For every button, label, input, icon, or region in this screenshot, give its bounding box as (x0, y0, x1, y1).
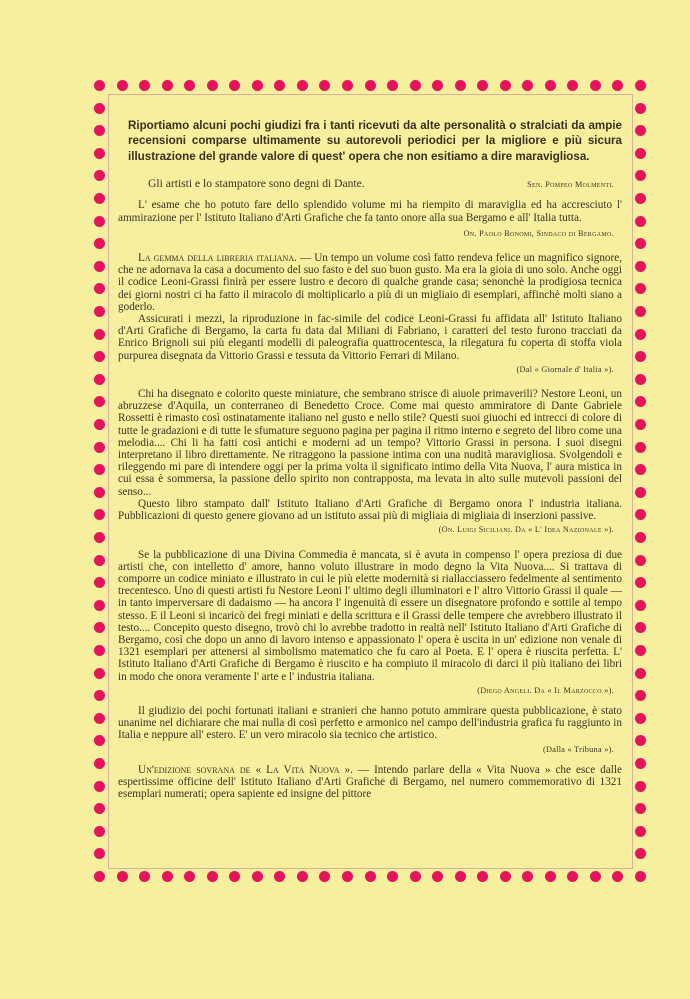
quote-4-text-2: Questo libro stampato dall' Istituto Italiano d'Arti Grafiche di Bergamo onora l' industria italiana. Pubblicazioni di questo genere giovano ad un istituto assai più di migliaia di migliaia di inserzioni passive. (118, 497, 622, 523)
border-dot (387, 871, 398, 882)
border-dot (635, 103, 646, 114)
border-dot (94, 283, 105, 294)
border-dot (94, 374, 105, 385)
border-dot (139, 871, 150, 882)
intro-paragraph: Riportiamo alcuni pochi giudizi fra i tanti ricevuti da alte personalità o stralciati da ampie recensioni comparse ultimamente su autorevoli periodici per la migliore e più sicura illustrazione del grande valore di quest' opera che non esitiamo a dire maravigliosa. (128, 119, 622, 163)
border-dot (635, 871, 646, 882)
border-dot (274, 80, 285, 91)
border-dot (635, 148, 646, 159)
border-dot (117, 871, 128, 882)
border-dot (319, 80, 330, 91)
border-dot (94, 735, 105, 746)
quote-7-text (118, 764, 622, 801)
border-dot (635, 848, 646, 859)
border-dot (94, 509, 105, 520)
border-dot (635, 735, 646, 746)
border-dot (635, 170, 646, 181)
border-dot (410, 80, 421, 91)
border-dot (635, 600, 646, 611)
border-line-bottom (108, 868, 632, 869)
border-dot (635, 374, 646, 385)
border-dot (94, 803, 105, 814)
quote-3-lead: La gemma della libreria italiana. (138, 252, 297, 265)
border-dot (635, 351, 646, 362)
border-dot (94, 532, 105, 543)
border-dot (94, 577, 105, 588)
border-dot (94, 351, 105, 362)
quote-3-text-2: Assicurati i mezzi, la riproduzione in fac-simile del codice Leoni-Grassi fu affidata all' Istituto Italiano d'Arti Grafiche di Bergamo, la carta fu data dal Miliani di Fabriano, i caratteri del testo furono tracciati da Enrico Brignoli sui più eleganti modelli di paleografia quattrocentesca, la rilegatura fu coperta di stoffa viola purpurea disegnata da Vittorio Grassi e tessuta da Vittorio Ferrari di Milano. (118, 313, 622, 362)
quote-2-text: L' esame che ho potuto fare dello splendido volume mi ha riempito di maraviglia ed ha accresciuto l' ammirazione per l' Istituto Italiano d'Arti Grafiche che fa tanto onore alla sua Bergamo e all' Italia tutta. (118, 199, 622, 224)
border-dot (635, 261, 646, 272)
border-dot (500, 80, 511, 91)
border-dot (94, 600, 105, 611)
border-dot (319, 871, 330, 882)
border-dot (162, 80, 173, 91)
border-dot (365, 871, 376, 882)
border-dot (635, 193, 646, 204)
border-dot (635, 532, 646, 543)
border-dot (94, 170, 105, 181)
border-dot (635, 826, 646, 837)
border-dot (94, 622, 105, 633)
border-dot (635, 329, 646, 340)
border-dot (94, 555, 105, 566)
border-dot (94, 758, 105, 769)
border-dot (184, 80, 195, 91)
border-dot (94, 487, 105, 498)
border-dot (117, 80, 128, 91)
border-dot (635, 396, 646, 407)
border-dot (252, 80, 263, 91)
border-dot (635, 442, 646, 453)
border-dot (94, 125, 105, 136)
border-dot (635, 306, 646, 317)
border-dot (635, 125, 646, 136)
border-dot (94, 781, 105, 792)
border-dot (590, 871, 601, 882)
border-dot (635, 80, 646, 91)
border-dot (94, 645, 105, 656)
border-dot (94, 713, 105, 724)
border-dot (94, 261, 105, 272)
quote-3-text (118, 252, 622, 313)
border-dot (567, 871, 578, 882)
quote-6-text: Il giudizio dei pochi fortunati italiani e stranieri che hanno potuto ammirare questa pubblicazione, è stato unanime nel dichiarare che mai nulla di così perfetto e armonico nel campo dell'industria grafica fu raggiunto in Italia e neppure all' estero. E' un vero miracolo sia tecnico che artistico. (118, 704, 622, 742)
border-dot (635, 577, 646, 588)
border-dot (94, 148, 105, 159)
border-dot (522, 80, 533, 91)
border-dot (94, 668, 105, 679)
quote-3-body: — Un tempo un volume così fatto rendeva felice un magnifico signore, che ne adornava la casa a documento del suo fasto e del suo buon gusto. Ma era la gioia di uno solo. Anche oggi il codice Leoni-Grassi finirà per essere lustro e decoro di qualche grande casa; senonchè la prodigiosa tecnica dei giorni nostri ci ha fatto il miracolo di moltiplicarlo a più di un migliaio di esemplari, affinchè molti siano a goderlo. (118, 252, 623, 313)
border-dot (635, 464, 646, 475)
quote-5-text: Se la pubblicazione di una Divina Commedia è mancata, si è avuta in compenso l' opera preziosa di due artisti che, con intelletto d' amore, hanno voluto illustrare in modo degno la Vita Nuova.... Si trattava di comporre un codice miniato e illustrato in cui le più elette modernità si riallacciassero fedelmente al sentimento trecentesco. Uno di questi artisti fu Nestore Leoni l' ultimo degli illuminatori e l' altro Vittorio Grassi il quale — in tanto imperversare di dadaismo — ha ancora l' ingenuità di essere un disegnatore profondo e sottile al tempo stesso. E il Leoni si incaricò dei fregi miniati e della scrittura e il Grassi delle tempere che avrebbero illustrato il testo.... Concepito questo disegno, trovò chi lo avrebbe tradotto in realtà nell' Istituto Italiano d'Arti Grafiche di Bergamo, così che dopo un anno di lavoro intenso e appassionato l' opera è uscita in un' edizione non venale di 1321 esemplari per attenersi al simbolismo matematico che fu caro al Poeta. E l' opera è riuscita perfetta. L' Istituto Italiano d'Arti Grafiche di Bergamo è riuscito e ha compiuto il miracolo di darci il più italiano dei libri in modo che onora veramente l' arte e l' industria italiana. (118, 548, 622, 683)
border-dot (635, 419, 646, 430)
border-dot (635, 216, 646, 227)
border-dot (94, 329, 105, 340)
border-dot (500, 871, 511, 882)
border-dot (162, 871, 173, 882)
border-dot (297, 871, 308, 882)
border-dot (94, 826, 105, 837)
border-dot (342, 80, 353, 91)
border-dot (432, 80, 443, 91)
quote-4-source: (On. Luigi Siciliani. Da « L' Idea Nazionale »). (438, 525, 614, 535)
border-dot (94, 103, 105, 114)
border-dot (229, 80, 240, 91)
border-dot (545, 871, 556, 882)
border-line-left (108, 94, 109, 869)
quote-6-source: (Dalla « Tribuna »). (542, 744, 614, 754)
border-dot (590, 80, 601, 91)
border-dot (612, 80, 623, 91)
border-dot (207, 80, 218, 91)
border-dot (635, 622, 646, 633)
border-dot (410, 871, 421, 882)
border-dot (94, 396, 105, 407)
border-dot (567, 80, 578, 91)
border-dot (207, 871, 218, 882)
border-dot (477, 871, 488, 882)
border-dot (94, 848, 105, 859)
quote-5-source: (Diego Angeli. Da « Il Marzocco »). (477, 685, 614, 695)
border-dot (635, 555, 646, 566)
border-dot (94, 238, 105, 249)
border-dot (297, 80, 308, 91)
border-line-top (108, 94, 632, 95)
border-dot (545, 80, 556, 91)
quote-3-source: (Dal « Giornale d' Italia »). (516, 364, 614, 374)
quote-2-source: On. Paolo Bonomi, Sindaco di Bergamo. (463, 228, 614, 238)
quote-1 (118, 178, 622, 191)
border-dot (635, 781, 646, 792)
border-dot (635, 758, 646, 769)
border-dot (94, 690, 105, 701)
border-dot (274, 871, 285, 882)
border-dot (252, 871, 263, 882)
border-dot (342, 871, 353, 882)
border-dot (612, 871, 623, 882)
border-dot (635, 690, 646, 701)
border-dot (94, 419, 105, 430)
border-dot (455, 871, 466, 882)
border-dot (94, 442, 105, 453)
border-dot (635, 803, 646, 814)
border-dot (94, 193, 105, 204)
border-dot (94, 216, 105, 227)
quote-1-text: Gli artisti e lo stampatore sono degni di Dante. (148, 177, 365, 191)
border-dot (635, 487, 646, 498)
quote-7-lead: Un'edizione sovrana de « La Vita Nuova ». (138, 763, 353, 776)
quote-7-body: — Intendo parlare della « Vita Nuova » che esce dalle espertissime officine dell' Istituto Italiano d'Arti Grafiche di Bergamo, nel numero commemorativo di 1321 esemplari numerati; opera sapiente ed insigne del pittore (118, 763, 622, 801)
quote-4-text: Chi ha disegnato e colorito queste miniature, che sembrano strisce di aiuole primaverili? Nestore Leoni, un abruzzese d'Aquila, un conterraneo di Benedetto Croce. Come mai questo ammiratore di Dante Gabriele Rossetti è rimasto così ostinatamente italiano nel gusto e nello stile? Questi suoi giuochi ed intrecci di colore di tutte le gradazioni e di tutte le sfumature seguono pagina per pagina il ritmo interno e segreto del libro come una melodia.... Chi li ha fatti così antichi e moderni ad un tempo? Vittorio Grassi in persona. I suoi disegni interpretano il libro direttamente. Ne ritraggono la passione intima con una nudità maravigliosa. Svolgendoli e rileggendo mi pare di intendere oggi per la prima volta il significato intimo della Vita Nuova, l' aura mistica in cui essa è sommersa, la passione dello spirito non contrapposta, ma levata in alto sulle mutevoli passioni del senso... (118, 388, 622, 498)
border-dot (229, 871, 240, 882)
border-dot (184, 871, 195, 882)
border-dot (635, 509, 646, 520)
border-dot (455, 80, 466, 91)
border-line-right (632, 94, 633, 869)
border-dot (477, 80, 488, 91)
border-dot (635, 668, 646, 679)
testimonials-text (118, 118, 622, 800)
border-dot (522, 871, 533, 882)
quote-1-source: Sen. Pompeo Molmenti. (527, 180, 614, 190)
border-dot (94, 871, 105, 882)
border-dot (387, 80, 398, 91)
border-dot (635, 283, 646, 294)
border-dot (94, 306, 105, 317)
border-dot (635, 645, 646, 656)
border-dot (365, 80, 376, 91)
border-dot (635, 238, 646, 249)
border-dot (94, 464, 105, 475)
border-dot (139, 80, 150, 91)
border-dot (635, 713, 646, 724)
border-dot (432, 871, 443, 882)
border-dot (94, 80, 105, 91)
